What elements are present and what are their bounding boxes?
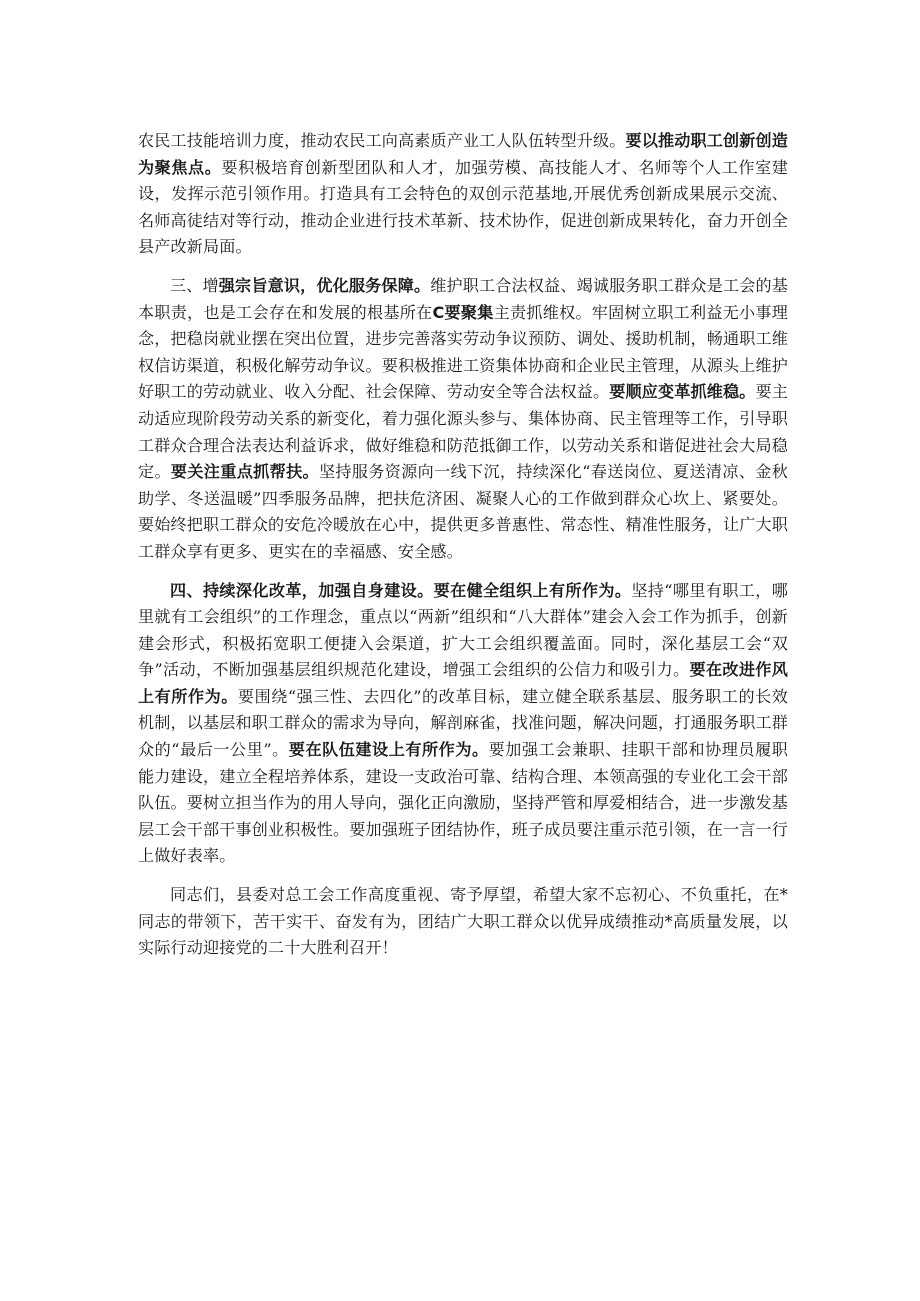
bold-heading-stability: 要顺应变革抓维稳。 <box>609 382 756 402</box>
paragraph-section-three <box>138 273 788 566</box>
section-number: 三、增 <box>170 275 219 295</box>
body-text: 要积极培育创新型团队和人才，加强劳模、高技能人才、名师等个人工作室建设，发挥示范引领作用。打造具有工会特色的双创示范基地,开展优秀创新成果展示交流、名师高徒结对等行动，推动企业进行技术革新、技术协作，促进创新成果转化，奋力开创全县产改新局面。 <box>138 157 788 257</box>
body-text: 主责抓维权。牢固树立职工利益无小事理念，把稳岗就业摆在突出位置，进步完善落实劳动争议预防、调处、援助机制，畅通职工维权信访渠道，积极化解劳动争议。要积极推进工资集体协商和企业民主管理，从源头上维护好职工的劳动就业、收入分配、社会保障、劳动安全等合法权益。 <box>138 302 788 402</box>
body-text: 维护职工合法权益、竭诚服务职工群众是工会的基本职责，也是工会存在和发展的根基所在 <box>138 275 788 322</box>
paragraph-section-four <box>138 578 788 871</box>
section-three-heading: 强宗旨意识，优化服务保障。 <box>218 275 431 295</box>
paragraph-industrial-reform-continuation <box>138 128 788 261</box>
bold-heading-assistance: 要关注重点抓帮扶。 <box>170 462 319 482</box>
bold-heading-rights: C要聚集 <box>432 302 494 322</box>
section-four-heading: 四、持续深化改革，加强自身建设。要在健全组织上有所作为。 <box>170 580 632 600</box>
body-text: 农民工技能培训力度，推动农民工向高素质产业工人队伍转型升级。 <box>138 131 626 150</box>
body-text: 要围绕“强三性、去四化”的改革目标，建立健全联系基层、服务职工的长效机制，以基层和职工群众的需求为导向，解剖麻雀，找准问题，解决问题，打通服务职工群众的“最后一公里”。 <box>138 686 788 760</box>
bold-heading-innovation: 要以推动职工创新创造为聚焦点。 <box>138 131 789 177</box>
paragraph-closing-remarks <box>138 882 788 962</box>
body-text: 要加强工会兼职、挂职干部和协理员履职能力建设，建立全程培养体系，建设一支政治可靠、结构合理、本领高强的专业化工会干部队伍。要树立担当作为的用人导向，强化正向激励，坚持严管和厚爱相结合，进一步激发基层工会干部干事创业积极性。要加强班子团结协作，班子成员要注重示范引领，在一言一行上做好表率。 <box>138 740 788 866</box>
bold-heading-team-building: 要在队伍建设上有所作为。 <box>288 740 489 760</box>
document-page <box>138 128 788 962</box>
bold-heading-work-style: 要在改进作风上有所作为。 <box>138 660 789 706</box>
body-text: 坚持服务资源向一线下沉，持续深化“春送岗位、夏送清凉、金秋助学、冬送温暖”四季服务品牌，把扶危济困、凝聚人心的工作做到群众心坎上、紧要处。要始终把职工群众的安危冷暖放在心中，提供更多普惠性、常态性、精准性服务，让广大职工群众享有更多、更实在的幸福感、安全感。 <box>138 462 788 561</box>
body-text: 同志们，县委对总工会工作高度重视、寄予厚望，希望大家不忘初心、不负重托，在*同志的带领下，苦干实干、奋发有为，团结广大职工群众以优异成绩推动*高质量发展，以实际行动迎接党的二十大胜利召开！ <box>138 885 788 958</box>
body-text: 坚持“哪里有职工，哪里就有工会组织”的工作理念，重点以“两新”组织和“八大群体”建会入会工作为抓手，创新建会形式，积极拓宽职工便捷入会渠道，扩大工会组织覆盖面。同时，深化基层工会“双争”活动，不断加强基层组织规范化建设，增强工会组织的公信力和吸引力。 <box>138 580 788 680</box>
body-text: 要主动适应现阶段劳动关系的新变化，着力强化源头参与、集体协商、民主管理等工作，引导职工群众合理合法表达利益诉求，做好维稳和防范抵御工作，以劳动关系和谐促进社会大局稳定。 <box>138 382 788 482</box>
